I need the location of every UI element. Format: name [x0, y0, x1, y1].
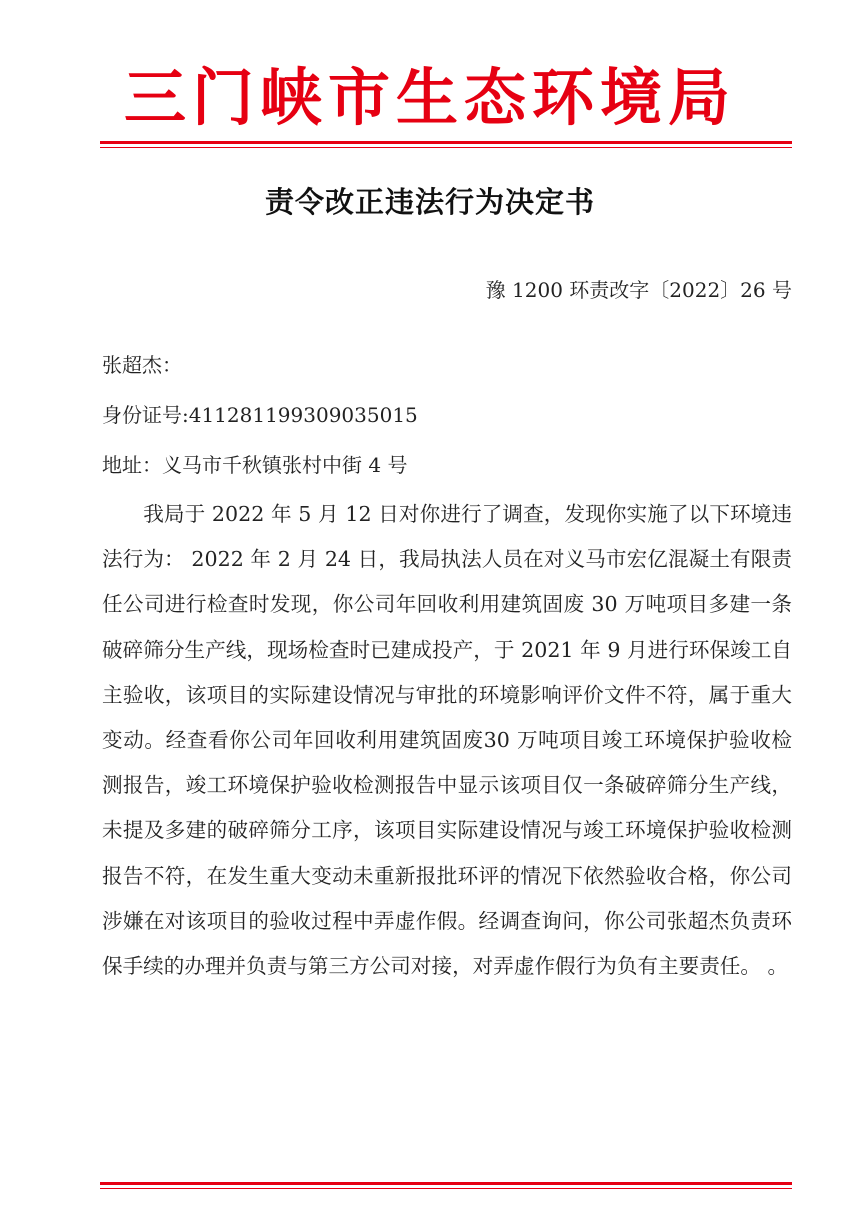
footer-divider-thick [100, 1182, 792, 1185]
recipient-address: 地址：义马市千秋镇张村中街 4 号 [102, 453, 408, 477]
header-divider-thin [100, 147, 792, 148]
document-number: 豫 1200 环责改字〔2022〕26 号 [485, 278, 792, 302]
recipient-id-number: 身份证号:411281199309035015 [102, 403, 418, 427]
body-paragraph: 我局于 2022 年 5 月 12 日对你进行了调查，发现你实施了以下环境违法行为： 2022 年 2 月 24 日，我局执法人员在对义马市宏亿混凝土有限责任公司进行检查时发现，你公司年回收利用建筑固废 30 万吨项目多建一条破碎筛分生产线，现场检查时已建成投产，于 2021 年 9 月进行环保竣工自主验收，该项目的实际建设情况与审批的环境影响评价文件不符，属于重大变动。经查看你公司年回收利用建筑固废30 万吨项目竣工环境保护验收检测报告，竣工环境保护验收检测报告中显示该项目仅一条破碎筛分生产线，未提及多建的破碎筛分工序，该项目实际建设情况与竣工环境保护验收检测报告不符，在发生重大变动未重新报批环评的情况下依然验收合格，你公司涉嫌在对该项目的验收过程中弄虚作假。经调查询问，你公司张超杰负责环保手续的办理并负责与第三方公司对接，对弄虚作假行为负有主要责任。 。 [102, 502, 792, 979]
agency-header: 三门峡市生态环境局 [123, 61, 736, 134]
header-divider-thick [100, 141, 792, 144]
document-title: 责令改正违法行为决定书 [264, 185, 595, 219]
footer-divider-thin [100, 1188, 792, 1189]
recipient-name: 张超杰： [102, 353, 182, 377]
